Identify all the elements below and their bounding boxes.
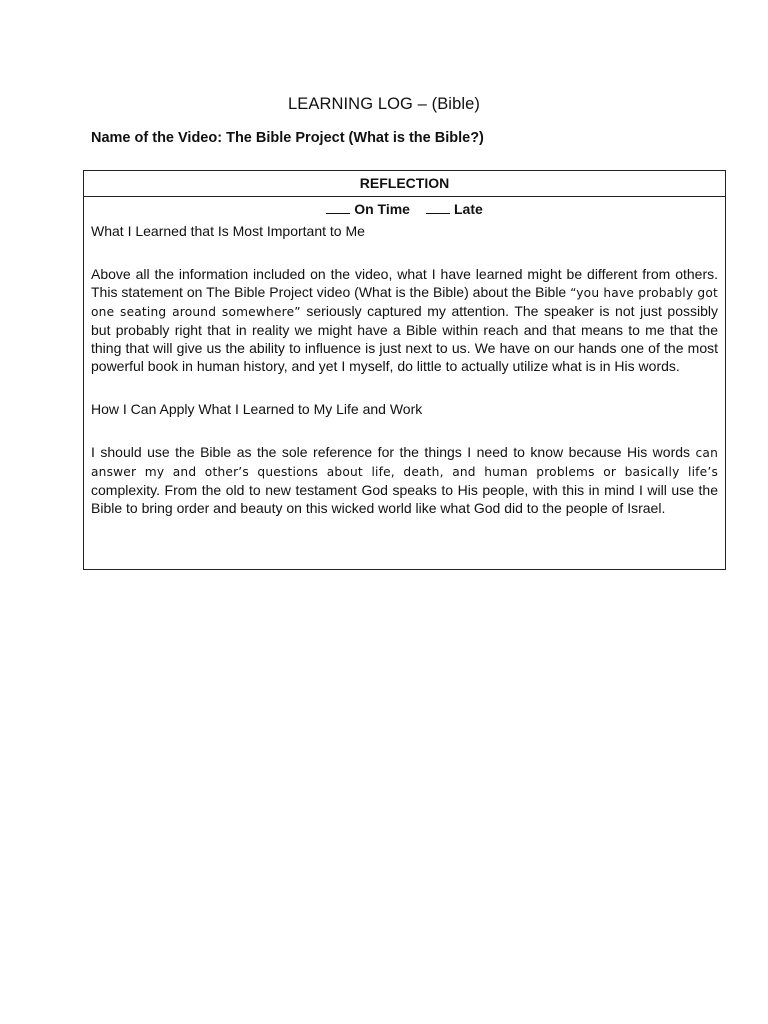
- section-heading-apply: How I Can Apply What I Learned to My Life and Work: [91, 401, 423, 417]
- late-label: Late: [453, 201, 483, 217]
- on-time-label: On Time: [354, 201, 410, 217]
- reflection-header: REFLECTION: [84, 171, 725, 197]
- apply-text-part2: complexity. From the old to new testament God speaks to His people, with this in mind I will use the Bible to bring order and beauty on this wicked world like what God did to the people of Israel.: [91, 482, 718, 516]
- on-time-blank: [326, 200, 350, 214]
- section-heading-learned: What I Learned that Is Most Important to Me: [91, 223, 365, 239]
- document-title: LEARNING LOG – (Bible): [287, 95, 480, 113]
- reflection-table: [83, 170, 726, 570]
- reflection-body: [84, 200, 725, 517]
- learned-text-part2: seriously captured my attention. The speaker is not just possibly but probably right that in reality we might have a Bible within reach and that means to me that the thing that will give us the ability to influence is just next to us. We have on our hands one of the most powerful book in human history, and yet I myself, do little to actually utilize what is in His words.: [91, 303, 718, 374]
- video-name-line: Name of the Video: The Bible Project (What is the Bible?): [91, 130, 484, 146]
- apply-text-part1: I should use the Bible as the sole reference for the things I need to know because His words: [91, 444, 696, 460]
- apply-paragraph: [91, 443, 718, 517]
- apply-quote: can answer my and other’s questions about life, death, and human problems or basically life’s: [91, 446, 718, 479]
- learned-quote: “you have probably got one seating around somewhere”: [91, 286, 718, 319]
- learned-paragraph: [91, 265, 718, 375]
- learned-text-part1: Above all the information included on the video, what I have learned might be different from others. This statement on The Bible Project video (What is the Bible) about the Bible: [91, 266, 718, 300]
- attendance-row: [91, 200, 718, 218]
- late-blank: [426, 200, 450, 214]
